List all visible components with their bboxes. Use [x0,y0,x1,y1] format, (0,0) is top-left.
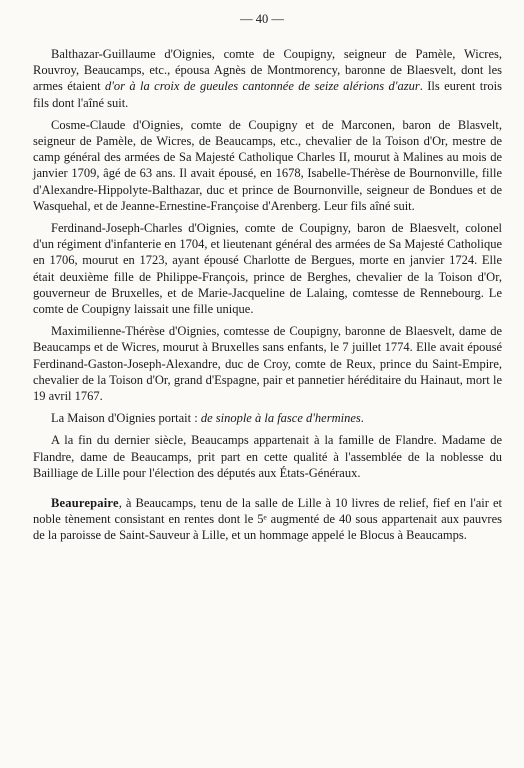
paragraph-text: Balthazar-Guillaume d'Oignies, comte de Coupigny, seigneur de Pamèle, Wicres, Rouvroy, Beaucamps, etc., épousa Agnès de Montmorency, baronne de Blaesvelt, dont les armes étaient [33,47,502,94]
paragraph-maison-oignies [33,410,502,426]
arms-description: de sinople à la fasce d'hermines [200,411,361,426]
arms-description: d'or à la croix de gueules cantonnée de seize alérions d'azur [104,79,420,94]
entry-heading: Beaurepaire [51,496,119,511]
document-body [33,46,502,550]
paragraph-maximilienne: Maximilienne-Thérèse d'Oignies, comtesse de Coupigny, baronne de Blaesvelt, dame de Beaucamps et de Wicres, mourut à Bruxelles sans enfants, le 7 juillet 1774. Elle avait épousé Ferdinand-Gaston-Joseph-Alexandre, duc de Croy, comte de Reux, prince du Saint-Empire, chevalier de la Toison d'Or, grand d'Espagne, pair et pannetier héréditaire du Hainaut, mort le 19 avril 1767. [33,324,502,404]
page-number: — 40 — [240,12,284,26]
paragraph-text: . Ils eurent trois fils dont l'aîné suit. [33,79,502,110]
paragraph-beaurepaire [33,495,502,544]
paragraph-text: , à Beaucamps, tenu de la salle de Lille à 10 livres de relief, fief en l'air et noble tènement consistant en rentes dont le 5ᵉ augmenté de 40 sous appartenait aux pauvres de la paroisse de Saint-Sauveur à Lille, et un hommage appelé le Blocus à Beaucamps. [33,496,502,543]
paragraph-text: La Maison d'Oignies portait : [51,411,201,426]
paragraph-balthazar [33,46,502,111]
paragraph-famille-flandre: A la fin du dernier siècle, Beaucamps appartenait à la famille de Flandre. Madame de Flandre, dame de Beaucamps, prit part en cette qualité à l'assemblée de la noblesse du Bailliage de Lille pour l'élection des députés aux États-Généraux. [33,433,502,480]
paragraph-text: . [360,411,364,426]
paragraph-ferdinand-joseph: Ferdinand-Joseph-Charles d'Oignies, comte de Coupigny, baron de Blaesvelt, colonel d'un régiment d'infanterie en 1704, et lieutenant général des armées de Sa Majesté Catholique en 1706, mourut en 1723, ayant épousé Charlotte de Bergues, morte en janvier 1724. Elle était deuxième fille de Philippe-François, prince de Berghes, chevalier de la Toison d'Or, gouverneur de Bruxelles, et de Marie-Jacqueline de Lalaing, comtesse de Rennebourg. Le comte de Coupigny laissait une fille unique. [33,221,502,317]
paragraph-cosme-claude: Cosme-Claude d'Oignies, comte de Coupigny et de Marconen, baron de Blasvelt, seigneur de Pamèle, de Wicres, de Beaucamps, etc., chevalier de la Toison d'Or, mestre de camp général des armées de Sa Majesté Catholique Charles II, mourut à Malines au mois de janvier 1709, âgé de 63 ans. Il avait épousé, en 1678, Isabelle-Thérèse de Bournonville, fille d'Alexandre-Hippolyte-Balthazar, duc et prince de Bournonville, seigneur de Bondues et de Wasquehal, et de Jeanne-Ernestine-Françoise d'Arenberg. Leur fils aîné suit. [33,117,502,213]
